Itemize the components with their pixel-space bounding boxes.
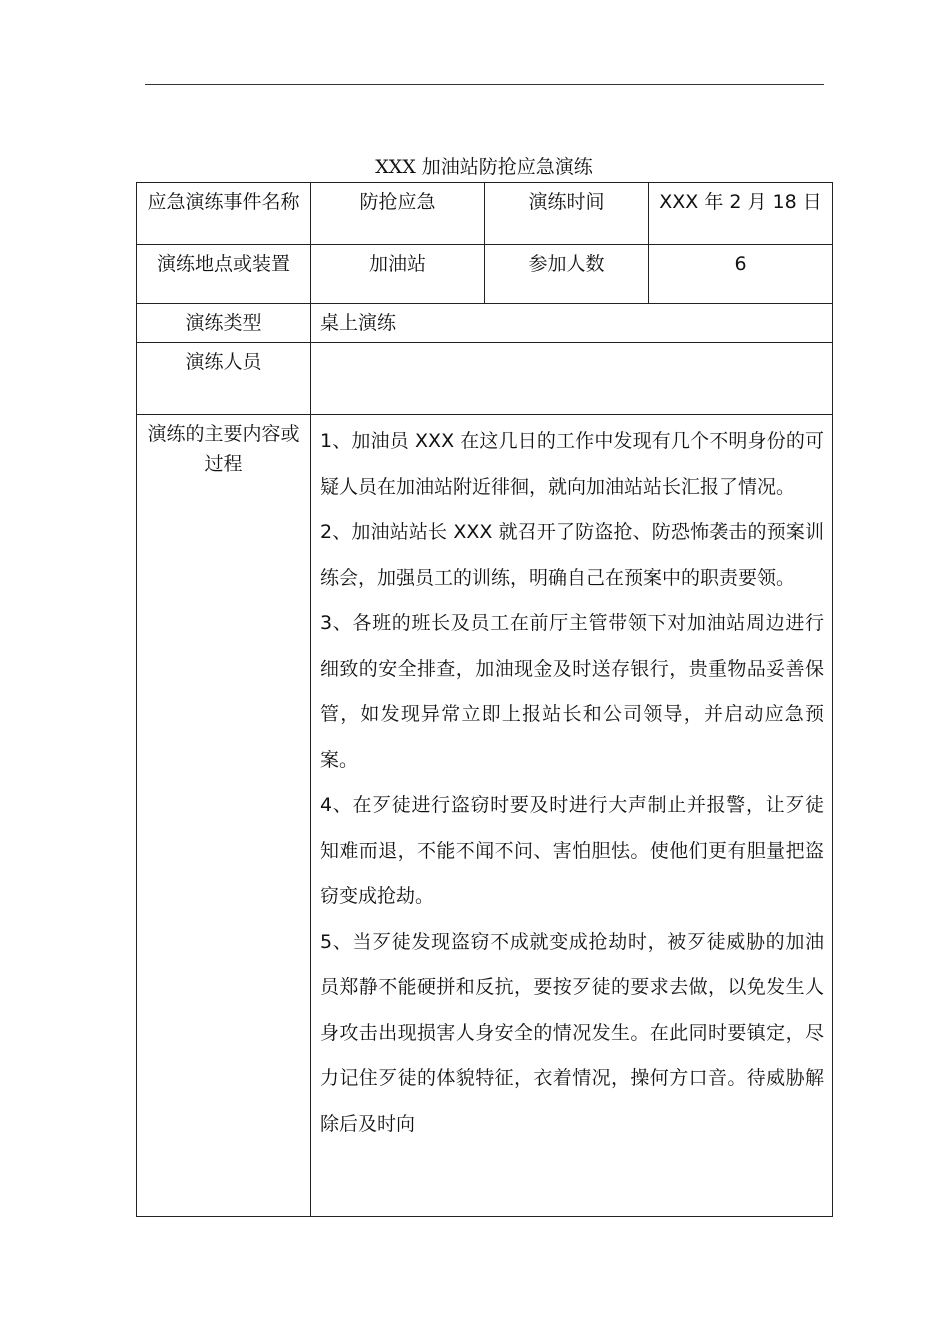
participants-value: 6 [649, 245, 833, 304]
drill-time-label: 演练时间 [485, 183, 649, 245]
drill-time-value: XXX 年 2 月 18 日 [649, 183, 833, 245]
table-row [137, 343, 833, 415]
event-name-value: 防抢应急 [311, 183, 485, 245]
table-row [137, 304, 833, 343]
drill-record-table [136, 182, 833, 1217]
location-value: 加油站 [311, 245, 485, 304]
event-name-label: 应急演练事件名称 [137, 183, 311, 245]
location-label: 演练地点或装置 [137, 245, 311, 304]
table-row [137, 183, 833, 245]
document-title: XXX 加油站防抢应急演练 [375, 156, 593, 178]
drill-type-label: 演练类型 [137, 304, 311, 343]
drill-type-value: 桌上演练 [311, 304, 833, 343]
content-paragraph: 4、在歹徒进行盗窃时要及时进行大声制止并报警，让歹徒知难而退，不能不闻不问、害怕胆怯。使他们更有胆量把盗窃变成抢劫。 [320, 794, 824, 907]
personnel-label: 演练人员 [137, 343, 311, 415]
content-paragraph: 1、加油员 XXX 在这几日的工作中发现有几个不明身份的可疑人员在加油站附近徘徊，就向加油站站长汇报了情况。 [320, 430, 824, 498]
content-paragraph: 5、当歹徒发现盗窃不成就变成抢劫时，被歹徒威胁的加油员郑静不能硬拼和反抗，要按歹徒的要求去做，以免发生人身攻击出现损害人身安全的情况发生。在此同时要镇定，尽力记住歹徒的体貌特征，衣着情况，操何方口音。待威胁解除后及时向 [320, 930, 824, 1135]
content-cell [311, 415, 833, 1217]
content-paragraph: 3、各班的班长及员工在前厅主管带领下对加油站周边进行细致的安全排查，加油现金及时送存银行，贵重物品妥善保管，如发现异常立即上报站长和公司领导，并启动应急预案。 [320, 612, 824, 771]
table-row [137, 415, 833, 1217]
table-row [137, 245, 833, 304]
content-label: 演练的主要内容或过程 [137, 415, 311, 1217]
participants-label: 参加人数 [485, 245, 649, 304]
content-paragraph: 2、加油站站长 XXX 就召开了防盗抢、防恐怖袭击的预案训练会，加强员工的训练，明确自己在预案中的职责要领。 [320, 521, 824, 589]
header-rule [145, 84, 824, 85]
personnel-value [311, 343, 833, 415]
